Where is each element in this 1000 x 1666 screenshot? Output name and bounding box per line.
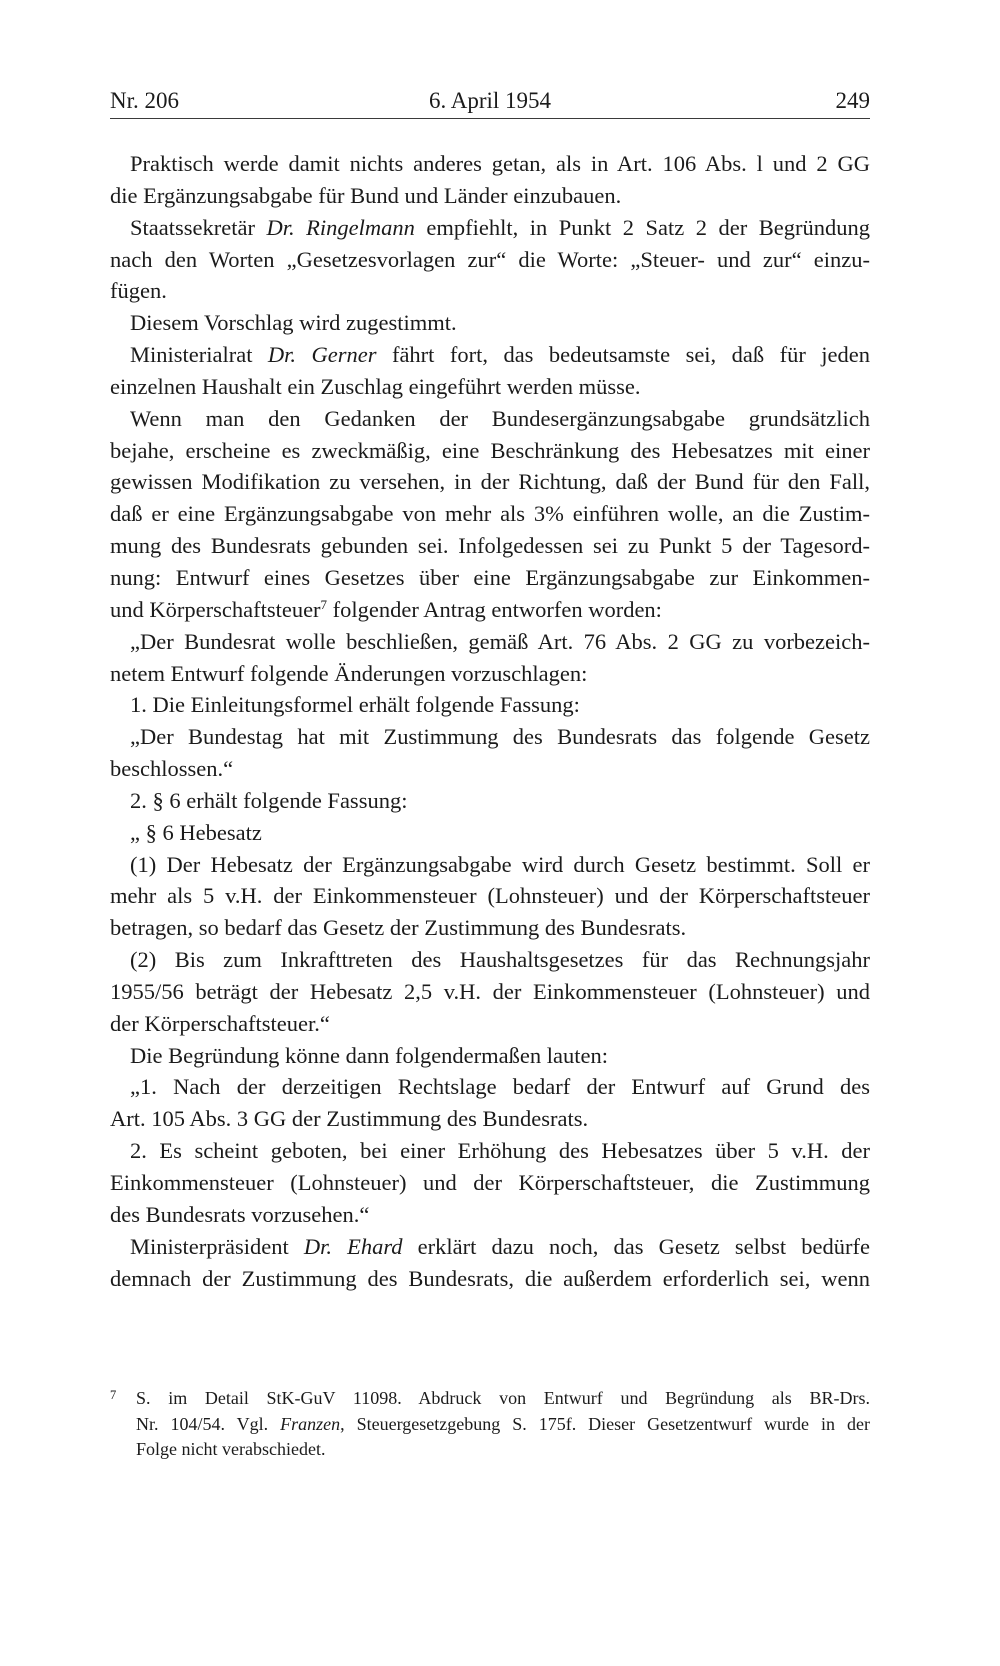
text-line: fügen. xyxy=(110,278,167,304)
text-line: einzelnen Haushalt ein Zuschlag eingeführt werden müsse. xyxy=(110,373,641,399)
text-segment: erklärt dazu noch, das Gesetz selbst bedürfe xyxy=(402,1233,870,1259)
text-line: Die Begründung könne dann folgendermaßen lauten: xyxy=(130,1042,608,1068)
text-line: nach den Worten „Gesetzesvorlagen zur“ die Worte: „Steuer- und zur“ einzu- xyxy=(110,246,870,272)
text-line: Praktisch werde damit nichts anderes getan, als in Art. 106 Abs. l und 2 GG xyxy=(130,151,870,176)
text-line: des Bundesrats vorzusehen.“ xyxy=(110,1201,370,1227)
text-line: Einkommensteuer (Lohnsteuer) und der Körperschaftsteuer, die Zustimmung xyxy=(110,1170,870,1195)
footnote-marker: 7 xyxy=(110,1388,117,1402)
text-segment: Staatssekretär xyxy=(130,214,267,240)
text-line: Diesem Vorschlag wird zugestimmt. xyxy=(130,310,457,336)
text-line: (1) Der Hebesatz der Ergänzungsabgabe wird durch Gesetz bestimmt. Soll er xyxy=(130,851,870,877)
person-name: Dr. Gerner xyxy=(267,342,377,368)
text-line: demnach der Zustimmung des Bundesrats, die außerdem erforderlich sei, wenn xyxy=(110,1265,870,1291)
text-line: Art. 105 Abs. 3 GG der Zustimmung des Bundesrats. xyxy=(110,1106,589,1132)
body-text xyxy=(110,148,870,1294)
person-name: Dr. Ringelmann xyxy=(266,214,415,240)
text-segment: empfiehlt, in Punkt 2 Satz 2 der Begründung xyxy=(414,214,870,240)
text-segment: Ministerialrat xyxy=(130,342,268,368)
text-line: der Körperschaftsteuer.“ xyxy=(110,1010,330,1036)
text-line: 2. Es scheint geboten, bei einer Erhöhung des Hebesatzes über 5 v.H. der xyxy=(130,1138,870,1164)
text-line xyxy=(110,1231,870,1263)
text-segment: , Steuergesetzgebung S. 175f. Dieser Gesetzentwurf wurde in der xyxy=(340,1413,870,1434)
text-line: daß er eine Ergänzungsabgabe von mehr als 3% einführen wolle, an die Zustim- xyxy=(110,501,870,527)
text-line: beschlossen.“ xyxy=(110,756,234,782)
text-line xyxy=(110,212,870,244)
footnote xyxy=(110,1386,870,1463)
text-line: mung des Bundesrats gebunden sei. Infolgedessen sei zu Punkt 5 der Tagesord- xyxy=(110,533,870,559)
text-line: die Ergänzungsabgabe für Bund und Länder einzubauen. xyxy=(110,182,622,208)
text-line: 1955/56 beträgt der Hebesatz 2,5 v.H. der Einkommensteuer (Lohnsteuer) und xyxy=(110,978,870,1004)
text-line: „Der Bundestag hat mit Zustimmung des Bundesrats das folgende Gesetz xyxy=(130,724,870,750)
text-segment: Nr. 104/54. Vgl. xyxy=(136,1413,281,1434)
text-line xyxy=(110,594,870,626)
author-name: Franzen xyxy=(280,1413,341,1434)
text-line: Wenn man den Gedanken der Bundesergänzungsabgabe grundsätzlich xyxy=(130,405,870,431)
text-line xyxy=(110,339,870,371)
text-line: „1. Nach der derzeitigen Rechtslage bedarf der Entwurf auf Grund des xyxy=(130,1074,870,1100)
header-rule xyxy=(110,118,870,119)
text-segment: folgender Antrag entworfen worden: xyxy=(327,596,662,622)
footnote-line: Folge nicht verabschiedet. xyxy=(136,1439,326,1460)
running-header xyxy=(110,86,870,116)
text-line: betragen, so bedarf das Gesetz der Zustimmung des Bundesrats. xyxy=(110,915,687,941)
text-segment: Ministerpräsident xyxy=(130,1233,304,1259)
text-line: 1. Die Einleitungsformel erhält folgende Fassung: xyxy=(130,692,580,718)
text-line: „Der Bundesrat wolle beschließen, gemäß Art. 76 Abs. 2 GG zu vorbezeich- xyxy=(130,628,870,654)
text-line: nung: Entwurf eines Gesetzes über eine Ergänzungsabgabe zur Einkommen- xyxy=(110,564,870,590)
text-line: bejahe, erscheine es zweckmäßig, eine Beschränkung des Hebesatzes mit einer xyxy=(110,437,870,463)
text-line: „ § 6 Hebesatz xyxy=(130,819,262,845)
footnote-reference[interactable]: 7 xyxy=(320,596,328,612)
text-segment: fährt fort, das bedeutsamste sei, daß für jeden xyxy=(376,342,870,368)
document-number: Nr. 206 xyxy=(110,88,179,113)
footnote-text xyxy=(110,1386,870,1463)
footnote-line xyxy=(136,1412,870,1438)
header-date: 6. April 1954 xyxy=(428,88,552,113)
text-line: 2. § 6 erhält folgende Fassung: xyxy=(130,787,408,813)
page-number: 249 xyxy=(835,88,870,113)
footnote-line: S. im Detail StK-GuV 11098. Abdruck von Entwurf und Begründung als BR-Drs. xyxy=(136,1388,870,1408)
text-segment: und Körperschaftsteuer xyxy=(110,596,321,622)
text-line: netem Entwurf folgende Änderungen vorzuschlagen: xyxy=(110,660,588,686)
text-line: mehr als 5 v.H. der Einkommensteuer (Lohnsteuer) und der Körperschaftsteuer xyxy=(110,883,870,909)
text-line: (2) Bis zum Inkrafttreten des Haushaltsgesetzes für das Rechnungsjahr xyxy=(130,947,870,973)
text-line: gewissen Modifikation zu versehen, in der Richtung, daß der Bund für den Fall, xyxy=(110,469,870,495)
person-name: Dr. Ehard xyxy=(303,1233,403,1259)
